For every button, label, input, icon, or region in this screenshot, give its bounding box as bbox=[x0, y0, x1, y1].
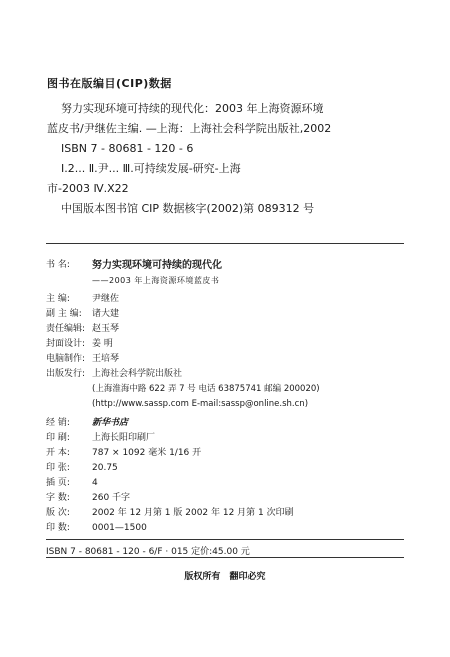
typesetting-value: 王培琴 bbox=[92, 354, 120, 364]
field-label: 封面设计: bbox=[46, 339, 86, 349]
word-count-row bbox=[46, 491, 416, 506]
typesetting-row bbox=[46, 352, 416, 367]
cip-block bbox=[47, 75, 417, 219]
publisher-address: (上海淮海中路 622 弄 7 号 电话 63875741 邮编 200020) bbox=[92, 384, 320, 394]
field-label: 印 刷: bbox=[46, 433, 70, 443]
field-label: 出版发行: bbox=[46, 369, 86, 379]
sheets-row bbox=[46, 461, 416, 476]
field-label: 副 主 编: bbox=[46, 309, 82, 319]
cip-subject-line: Ⅰ.2... Ⅱ.尹... Ⅲ.可持续发展-研究-上海 bbox=[61, 162, 241, 175]
deputy-editor-value: 诸大建 bbox=[92, 309, 120, 319]
edition-row bbox=[46, 506, 416, 521]
plates-row bbox=[46, 476, 416, 491]
divider-top bbox=[46, 243, 404, 244]
cip-record-number: 中国版本图书馆 CIP 数据核字(2002)第 089312 号 bbox=[61, 202, 315, 215]
cover-design-row bbox=[46, 337, 416, 352]
field-label: 字 数: bbox=[46, 493, 70, 503]
publisher-row bbox=[46, 367, 416, 382]
distributor-value: 新华书店 bbox=[92, 418, 129, 428]
publication-info bbox=[46, 258, 416, 536]
divider-isbn-bottom bbox=[46, 557, 404, 558]
field-label: 责任编辑: bbox=[46, 324, 86, 334]
editor-row bbox=[46, 292, 416, 307]
divider-isbn-top bbox=[46, 539, 404, 540]
editor-value: 尹继佐 bbox=[92, 294, 120, 304]
field-label: 印 数: bbox=[46, 523, 70, 533]
edition-value: 2002 年 12 月第 1 版 2002 年 12 月第 1 次印刷 bbox=[92, 508, 294, 518]
cip-isbn-line: ISBN 7 - 80681 - 120 - 6 bbox=[61, 142, 194, 155]
printer-value: 上海长阳印刷厂 bbox=[92, 433, 156, 443]
copyright-notice: 版权所有 翻印必究 bbox=[184, 572, 266, 582]
word-count-value: 260 千字 bbox=[92, 493, 131, 503]
cip-author-line: 蓝皮书/尹继佐主编. —上海：上海社会科学院出版社,2002 bbox=[47, 122, 332, 135]
field-label: 插 页: bbox=[46, 478, 70, 488]
publisher-web: (http://www.sassp.com E-mail:sassp@online.sh.cn) bbox=[92, 399, 309, 409]
isbn-price-line: ISBN 7 - 80681 - 120 - 6/F · 015 定价:45.00 元 bbox=[46, 547, 250, 557]
book-title: 努力实现环境可持续的现代化 bbox=[92, 260, 222, 271]
field-label: 书 名: bbox=[46, 260, 70, 270]
printer-row bbox=[46, 431, 416, 446]
field-label: 印 张: bbox=[46, 463, 70, 473]
cip-class-line: 市-2003 Ⅳ.X22 bbox=[47, 182, 129, 195]
field-label: 版 次: bbox=[46, 508, 70, 518]
responsible-editor-row bbox=[46, 322, 416, 337]
print-run-row bbox=[46, 521, 416, 536]
format-row bbox=[46, 446, 416, 461]
plates-value: 4 bbox=[92, 478, 98, 488]
format-value: 787 × 1092 毫米 1/16 开 bbox=[92, 448, 202, 458]
print-run-value: 0001—1500 bbox=[92, 523, 147, 533]
distributor-row bbox=[46, 416, 416, 431]
responsible-editor-value: 赵玉琴 bbox=[92, 324, 120, 334]
publisher-value: 上海社会科学院出版社 bbox=[92, 369, 183, 379]
field-label: 主 编: bbox=[46, 294, 70, 304]
cip-title-line: 努力实现环境可持续的现代化：2003 年上海资源环境 bbox=[61, 102, 324, 115]
field-label: 电脑制作: bbox=[46, 354, 86, 364]
series-title: ——2003 年上海资源环境蓝皮书 bbox=[92, 276, 220, 285]
cip-heading: 图书在版编目(CIP)数据 bbox=[47, 77, 172, 90]
deputy-editor-row bbox=[46, 307, 416, 322]
cover-design-value: 姜 明 bbox=[92, 339, 113, 349]
book-title-row bbox=[46, 258, 416, 273]
sheets-value: 20.75 bbox=[92, 463, 118, 473]
field-label: 开 本: bbox=[46, 448, 70, 458]
field-label: 经 销: bbox=[46, 418, 70, 428]
